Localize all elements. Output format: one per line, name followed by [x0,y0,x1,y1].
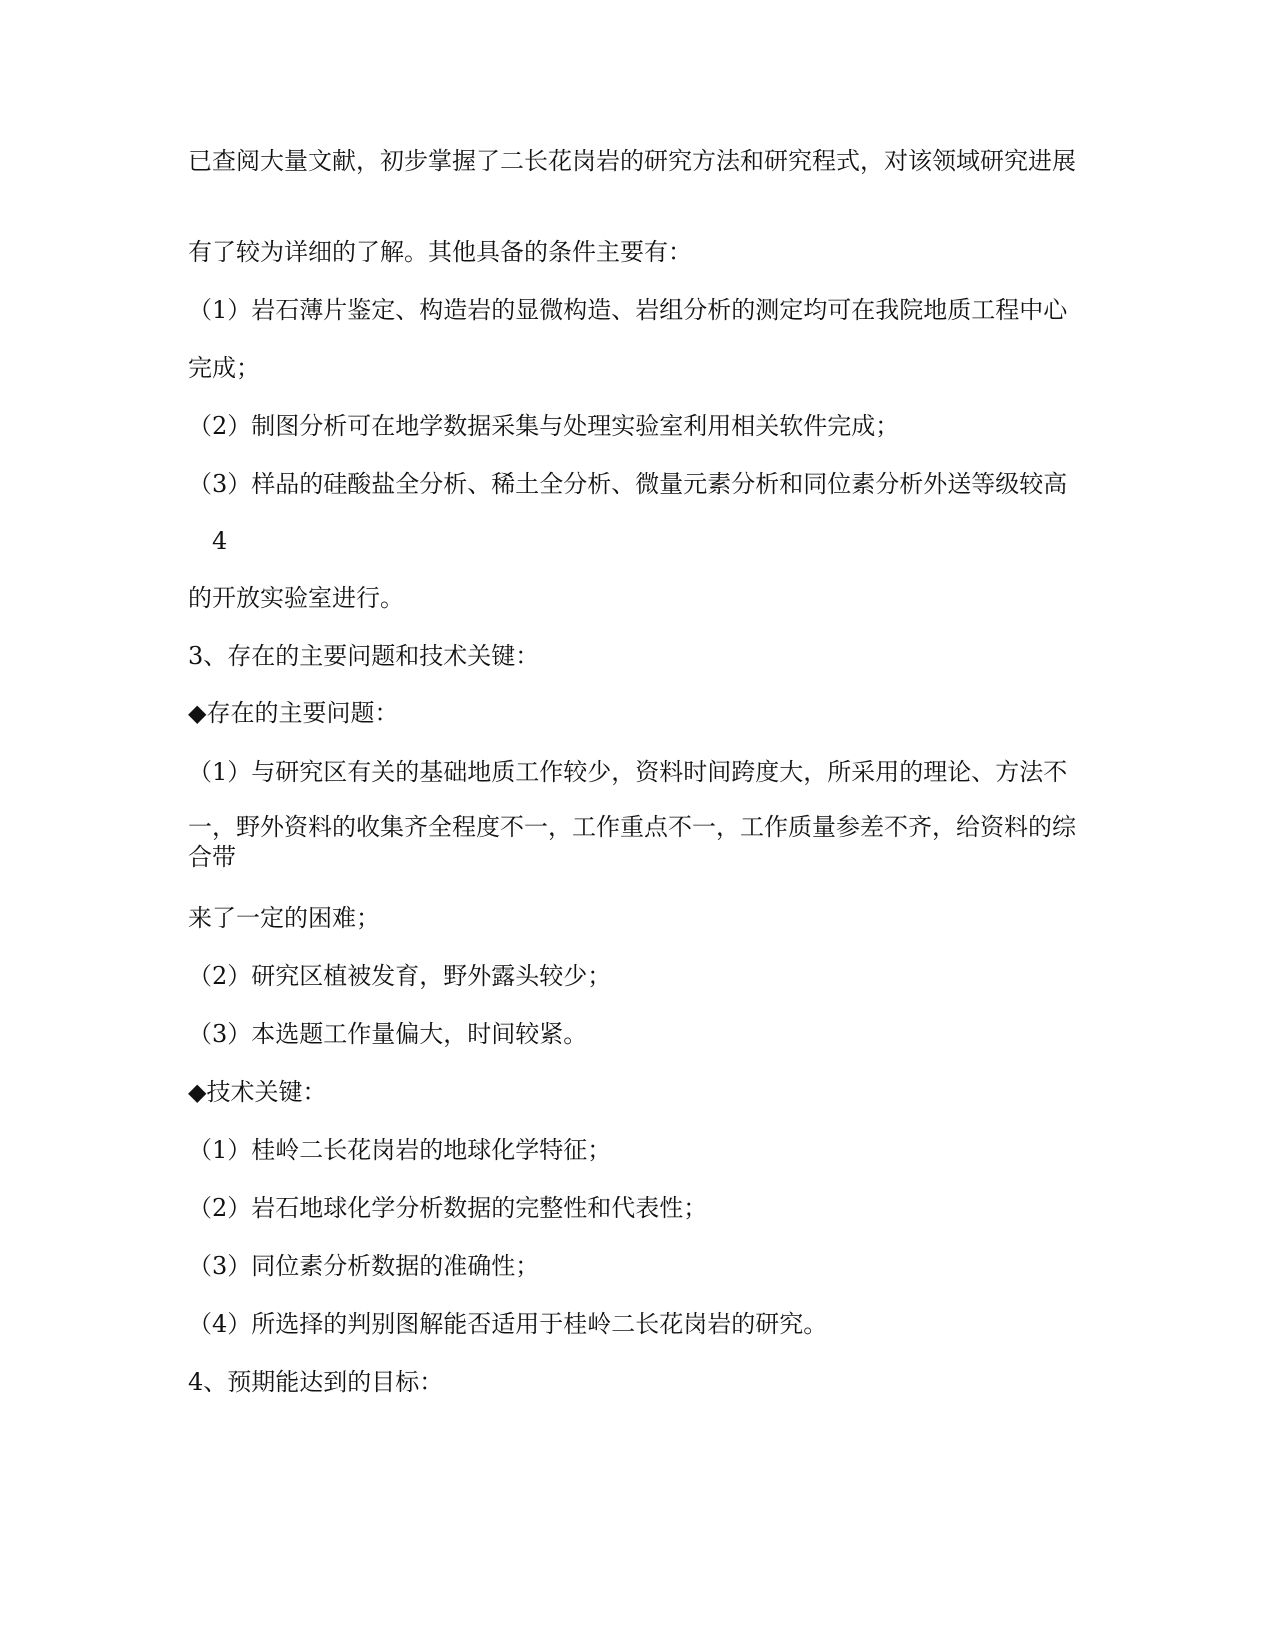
paragraph-line-12: （3）本选题工作量偏大，时间较紧。 [188,1020,588,1048]
paragraph-line-9: 一，野外资料的收集齐全程度不一，工作重点不一，工作质量参差不齐，给资料的综合带 [188,813,1076,871]
paragraph-line-11: （2）研究区植被发育，野外露头较少； [188,962,612,990]
paragraph-line-1: 已查阅大量文献，初步掌握了二长花岗岩的研究方法和研究程式，对该领域研究进展 [188,147,1076,175]
section-heading-3: 3、存在的主要问题和技术关键： [188,642,540,670]
subheading-main-problems: ◆存在的主要问题： [188,699,399,727]
paragraph-line-7: 的开放实验室进行。 [188,584,404,612]
paragraph-line-3: （1）岩石薄片鉴定、构造岩的显微构造、岩组分析的测定均可在我院地质工程中心 [188,296,1068,324]
paragraph-line-16: （4）所选择的判别图解能否适用于桂岭二长花岗岩的研究。 [188,1310,828,1338]
paragraph-line-8: （1）与研究区有关的基础地质工作较少，资料时间跨度大，所采用的理论、方法不 [188,758,1068,786]
paragraph-line-15: （3）同位素分析数据的准确性； [188,1252,540,1280]
subheading-technical-keys: ◆技术关键： [188,1078,327,1106]
paragraph-line-4: 完成； [188,354,260,382]
page-number: 4 [212,527,228,555]
paragraph-line-2: 有了较为详细的了解。其他具备的条件主要有： [188,238,692,266]
paragraph-line-6: （3）样品的硅酸盐全分析、稀土全分析、微量元素分析和同位素分析外送等级较高 [188,470,1068,498]
paragraph-line-13: （1）桂岭二长花岗岩的地球化学特征； [188,1136,612,1164]
paragraph-line-14: （2）岩石地球化学分析数据的完整性和代表性； [188,1194,708,1222]
paragraph-line-10: 来了一定的困难； [188,904,380,932]
section-heading-4: 4、预期能达到的目标： [188,1368,444,1396]
paragraph-line-5: （2）制图分析可在地学数据采集与处理实验室利用相关软件完成； [188,412,900,440]
